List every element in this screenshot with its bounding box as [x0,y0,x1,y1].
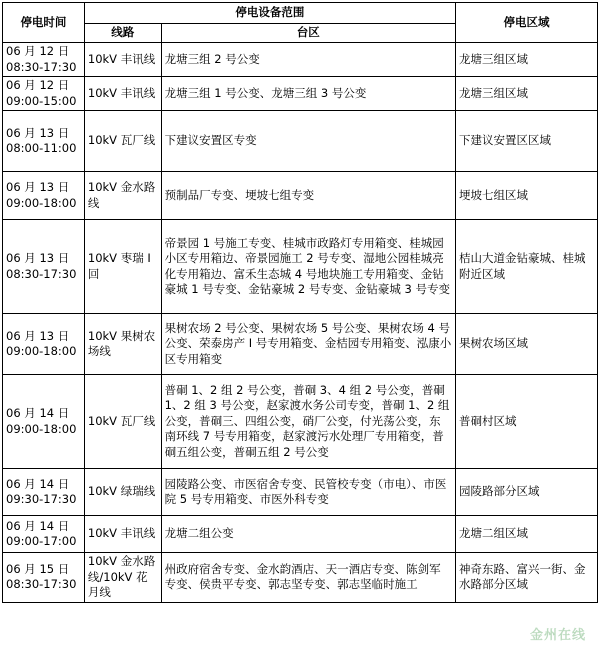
cell-outage-time [3,220,85,314]
outage-date: 06 月 14 日 [6,518,70,533]
cell-line: 10kV 金水路线/10kV 花月线 [84,553,161,603]
cell-station: 帝景园 1 号施工专变、桂城市政路灯专用箱变、桂城园小区专用箱边、帝景园施工 2 号专变、湿地公园桂城亮化专用箱边、富禾生态城 4 号地块施工专用箱变、金钻豪城 1 号专变、金钻豪城 2 号专变、金钻豪城 3 号专变 [161,220,455,314]
table-row [3,553,598,603]
cell-station: 果树农场 2 号公变、果树农场 5 号公变、果树农场 4 号公变、荣泰房产 I 号专用箱变、金桔园专用箱变、泓康小区专用箱变 [161,314,455,375]
table-row [3,516,598,553]
outage-time-range: 08:30-17:30 [6,59,77,74]
cell-line: 10kV 瓦厂线 [84,111,161,172]
cell-line: 10kV 枣瑞 I 回 [84,220,161,314]
outage-time-range: 08:00-11:00 [6,141,77,155]
cell-outage-time [3,111,85,172]
outage-time-range: 09:00-18:00 [6,195,77,210]
cell-area: 桔山大道金钻豪城、桂城附近区域 [455,220,597,314]
table-row [3,375,598,469]
cell-station: 普硐 1、2 组 2 号公变，普硐 3、4 组 2 号公变，普硐 1、2 组 3 号公变，赵家渡水务公司专变，普硐 1、2 组公变，普硐三、四组公变，硝厂公变，付光荡公变，东南环线 7 号专用箱变，赵家渡污水处理厂专用箱变，普硐五组公变，普硐五组 2 号公变 [161,375,455,469]
cell-area: 龙塘三组区域 [455,77,597,111]
outage-time-range: 08:30-17:30 [6,577,77,592]
cell-area: 普硐村区域 [455,375,597,469]
outage-date: 06 月 14 日 [6,406,70,420]
cell-outage-time [3,516,85,553]
cell-station: 下建议安置区专变 [161,111,455,172]
cell-line: 10kV 丰讯线 [84,516,161,553]
cell-station: 龙塘二组公变 [161,516,455,553]
table-row [3,220,598,314]
outage-time-range: 09:00-17:00 [6,534,77,548]
cell-outage-time [3,172,85,220]
cell-line: 10kV 丰讯线 [84,43,161,77]
cell-station: 龙塘三组 2 号公变 [161,43,455,77]
cell-area: 龙塘二组区域 [455,516,597,553]
cell-area: 神奇东路、富兴一街、金水路部分区域 [455,553,597,603]
cell-area: 龙塘三组区域 [455,43,597,77]
cell-outage-time [3,77,85,111]
cell-outage-time [3,469,85,516]
cell-station: 龙塘三组 1 号公变、龙塘三组 3 号公变 [161,77,455,111]
table-row [3,314,598,375]
table-row [3,77,598,111]
table-row [3,469,598,516]
cell-area: 下建议安置区区域 [455,111,597,172]
cell-outage-time [3,43,85,77]
power-outage-table [2,2,598,603]
outage-date: 06 月 13 日 [6,328,70,343]
cell-line: 10kV 金水路线 [84,172,161,220]
header-line: 线路 [84,24,161,43]
outage-time-range: 09:00-18:00 [6,421,77,436]
cell-line: 10kV 绿瑞线 [84,469,161,516]
outage-date: 06 月 13 日 [6,125,70,140]
cell-outage-time [3,314,85,375]
outage-date: 06 月 13 日 [6,251,70,265]
cell-area: 埂坡七组区域 [455,172,597,220]
cell-station: 预制品厂专变、埂坡七组专变 [161,172,455,220]
cell-station: 州政府宿舍专变、金水韵酒店、天一酒店专变、陈剑军专变、侯贵平专变、郭志坚专变、郭志坚临时施工 [161,553,455,603]
site-watermark: 金州在线 [529,628,586,643]
table-row [3,111,598,172]
outage-time-range: 09:00-18:00 [6,344,77,358]
cell-area: 果树农场区域 [455,314,597,375]
header-area: 停电区域 [455,3,597,43]
table-row [3,172,598,220]
table-row [3,43,598,77]
outage-time-range: 09:30-17:30 [6,492,77,506]
outage-date: 06 月 15 日 [6,561,70,576]
outage-date: 06 月 12 日 [6,78,70,92]
cell-station: 园陵路公变、市医宿舍专变、民管校专变（市电）、市医院 5 号专用箱变、市医外科专变 [161,469,455,516]
header-station: 台区 [161,24,455,43]
cell-area: 园陵路部分区域 [455,469,597,516]
outage-date: 06 月 13 日 [6,180,70,194]
outage-time-range: 08:30-17:30 [6,266,77,281]
outage-date: 06 月 14 日 [6,476,70,491]
cell-line: 10kV 丰讯线 [84,77,161,111]
outage-time-range: 09:00-15:00 [6,93,77,108]
outage-date: 06 月 12 日 [6,44,70,58]
header-time: 停电时间 [3,3,85,43]
cell-line: 10kV 瓦厂线 [84,375,161,469]
cell-line: 10kV 果树农场线 [84,314,161,375]
header-scope: 停电设备范围 [84,3,455,24]
cell-outage-time [3,553,85,603]
cell-outage-time [3,375,85,469]
